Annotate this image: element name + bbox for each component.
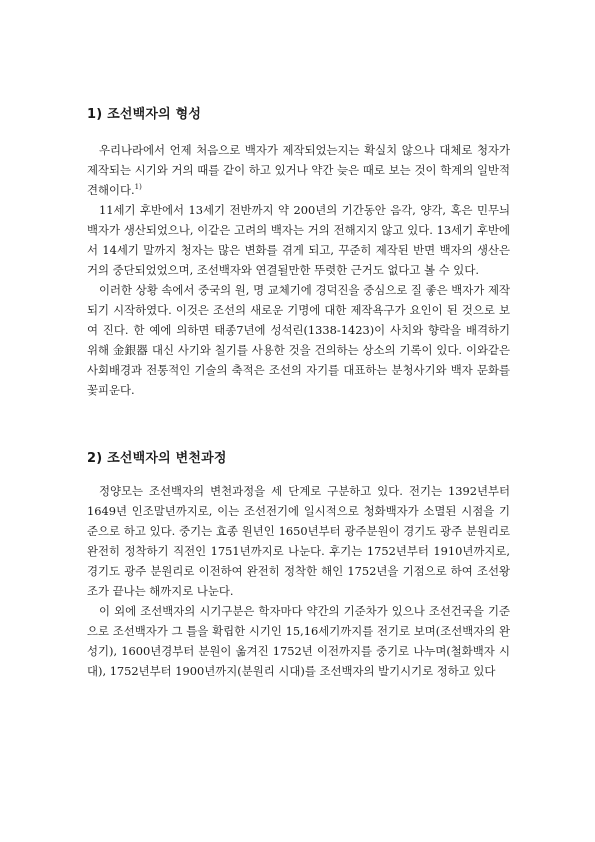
section1-paragraph-1 <box>87 140 510 200</box>
footnote-marker: 1) <box>134 183 142 192</box>
section1-paragraph-2: 11세기 후반에서 13세기 전반까지 약 200년의 기간동안 음각, 양각, 혹은 민무늬 백자가 생산되었으나, 이같은 고려의 백자는 거의 전해지지 않고 있다. 13세기 후반에서 14세기 말까지 청자는 많은 변화를 겪게 되고, 꾸준히 제작된 반면 백자의 생산은 거의 중단되었었으며, 조선백자와 연결될만한 뚜렷한 근거도 없다고 볼 수 있다. <box>87 203 510 277</box>
section2-heading: 2) 조선백자의 변천과정 <box>87 451 227 466</box>
section2-paragraph-2: 이 외에 조선백자의 시기구분은 학자마다 약간의 기준차가 있으나 조선건국을 기준으로 조선백자가 그 틀을 확립한 시기인 15,16세기까지를 전기로 보며(조선백자의 완성기), 1600년경부터 분원이 옮겨진 1752년 이전까지를 중기로 나누며(철화백자 시대), 1752년부터 1900년까지(분원리 시대)를 조선백자의 발기시기로 정하고 있다 <box>87 604 510 678</box>
section1-paragraph-1-text: 우리나라에서 언제 처음으로 백자가 제작되었는지는 확실치 않으나 대체로 청자가 제작되는 시기와 거의 때를 같이 하고 있거나 약간 늦은 때로 보는 것이 학계의 일반적 견해이다. <box>87 143 510 197</box>
section1-body <box>87 140 510 400</box>
section2-body <box>87 481 510 681</box>
section2-paragraph-1: 정양모는 조선백자의 변천과정을 세 단계로 구분하고 있다. 전기는 1392년부터 1649년 인조말년까지로, 이는 조선전기에 일시적으로 청화백자가 소멸된 시점을 기준으로 하고 있다. 중기는 효종 원년인 1650년부터 광주분원이 경기도 광주 분원리로 완전히 정착하기 직전인 1751년까지로 나눈다. 후기는 1752년부터 1910년까지로, 경기도 광주 분원리로 이전하여 완전히 정착한 해인 1752년을 기점으로 하여 조선왕조가 끝나는 해까지로 나눈다. <box>87 484 510 598</box>
section1-paragraph-3: 이러한 상황 속에서 중국의 원, 명 교체기에 경덕진을 중심으로 질 좋은 백자가 제작되기 시작하였다. 이것은 조선의 새로운 기명에 대한 제작욕구가 요인이 된 것으로 보여 진다. 한 예에 의하면 태종7년에 성석린(1338-1423)이 사치와 향락을 배격하기 위해 金銀器 대신 사기와 칠기를 사용한 것을 건의하는 상소의 기록이 있다. 이와같은 사회배경과 전통적인 기술의 축적은 조선의 자기를 대표하는 분청사기와 백자 문화를 꽃피운다. <box>87 283 510 397</box>
section1-heading: 1) 조선백자의 형성 <box>87 107 202 122</box>
